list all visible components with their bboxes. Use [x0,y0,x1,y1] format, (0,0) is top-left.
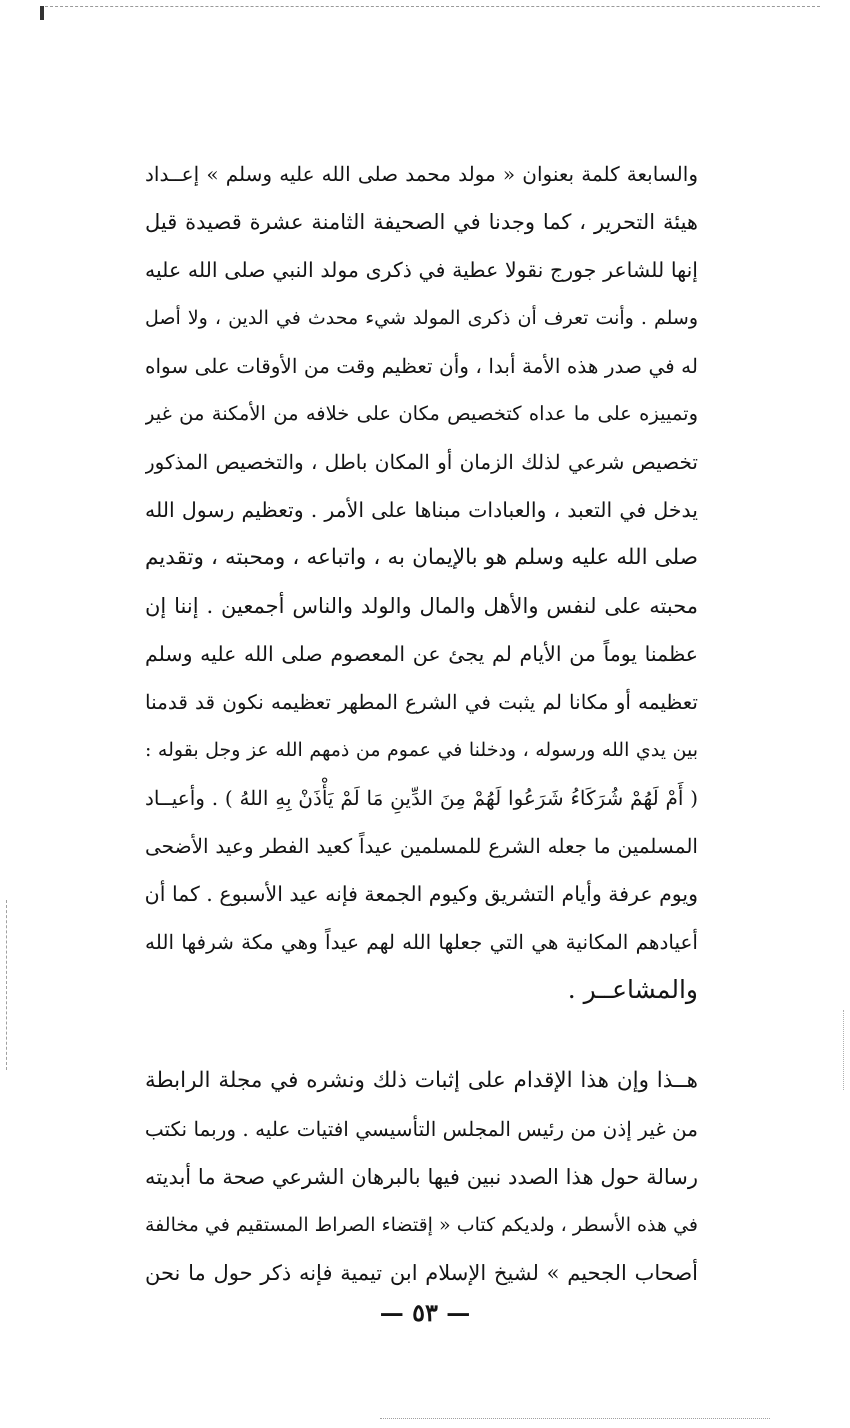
text-line: أعيادهم المكانية هي التي جعلها الله لهم عيداً وهي مكة شرفها الله [145,930,698,954]
text-line: إنها للشاعر جورج نقولا عطية في ذكرى مولد النبي صلى الله عليه [145,258,698,282]
scan-corner-mark [40,6,44,20]
text-line: وتمييزه على ما عداه كتخصيص مكان على خلافه من الأمكنة من غير [145,402,698,425]
text-line: أصحاب الجحيم » لشيخ الإسلام ابن تيمية فإنه ذكر حول ما نحن [145,1261,698,1285]
scan-bottom-edge [380,1418,770,1419]
text-line: المسلمين ما جعله الشرع للمسلمين عيداً كعيد الفطر وعيد الأضحى [145,834,698,858]
text-line: رسالة حول هذا الصدد نبين فيها بالبرهان الشرعي صحة ما أبديته [145,1165,698,1189]
text-line: تعظيمه أو مكانا لم يثبت في الشرع المطهر تعظيمه نكون قد قدمنا [145,690,698,714]
text-line: والمشاعــر . [567,975,698,1004]
text-line: بين يدي الله ورسوله ، ودخلنا في عموم من ذمهم الله عز وجل بقوله : [145,739,698,761]
paragraph-2 [145,1057,698,1297]
text-line: عظمنا يوماً من الأيام لم يجئ عن المعصوم صلى الله عليه وسلم [145,642,698,666]
scan-right-edge [843,1010,844,1090]
text-line: وسلم . وأنت تعرف أن ذكرى المولد شيء محدث في الدين ، ولا أصل [145,307,698,329]
page-number: — ٥٣ — [379,1298,471,1327]
text-line: محبته على لنفس والأهل والمال والولد والناس أجمعين . إننا إن [145,594,698,618]
scan-top-edge [40,6,820,7]
quran-verse-line: ( أَمْ لَهُمْ شُرَكَاءُ شَرَعُوا لَهُمْ مِنَ الدِّينِ مَا لَمْ يَأْذَنْ بِهِ اللهُ ) . وأعيــاد [145,786,698,810]
text-line: هــذا وإن هذا الإقدام على إثبات ذلك ونشره في مجلة الرابطة [145,1068,698,1093]
text-line: في هذه الأسطر ، ولديكم كتاب « إقتضاء الصراط المستقيم في مخالفة [145,1214,698,1236]
paragraph-gap [145,1014,698,1057]
scan-left-edge [6,900,7,1070]
text-line: والسابعة كلمة بعنوان « مولد محمد صلى الله عليه وسلم » إعــداد [145,162,698,186]
text-line: صلى الله عليه وسلم هو بالإيمان به ، واتباعه ، ومحبته ، وتقديم [145,545,698,570]
paragraph-1 [145,150,698,1014]
page-body-text [145,150,698,1297]
text-line: يدخل في التعبد ، والعبادات مبناها على الأمر . وتعظيم رسول الله [145,498,698,522]
text-line: ويوم عرفة وأيام التشريق وكيوم الجمعة فإنه عيد الأسبوع . كما أن [145,882,698,906]
text-line: هيئة التحرير ، كما وجدنا في الصحيفة الثامنة عشرة قصيدة قيل [145,210,698,234]
text-line: من غير إذن من رئيس المجلس التأسيسي افتيات عليه . وربما نكتب [145,1117,698,1141]
text-line: له في صدر هذه الأمة أبدا ، وأن تعظيم وقت من الأوقات على سواه [145,354,698,378]
text-line: تخصيص شرعي لذلك الزمان أو المكان باطل ، والتخصيص المذكور [145,450,698,474]
